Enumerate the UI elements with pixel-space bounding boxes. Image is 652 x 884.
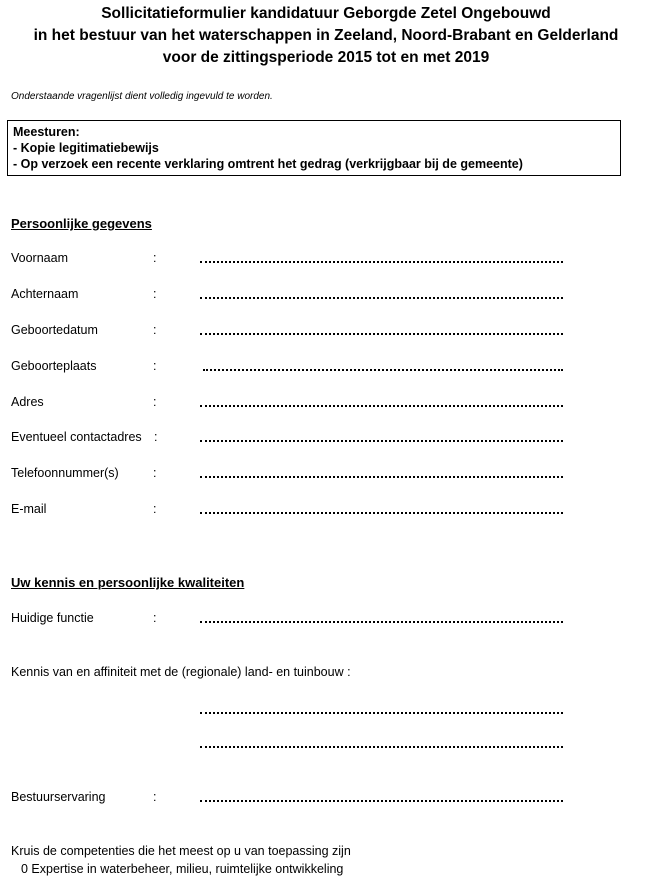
title-line-1: Sollicitatieformulier kandidatuur Geborgde Zetel Ongebouwd [101, 5, 551, 22]
field-colon: : [153, 790, 157, 804]
field-label: Geboortedatum [11, 323, 98, 337]
field-colon: : [154, 430, 158, 444]
kennis-fill-line-2[interactable] [200, 744, 563, 748]
intro-text: Onderstaande vragenlijst dient volledig ingevuld te worden. [11, 91, 273, 102]
fill-line[interactable] [200, 510, 563, 514]
field-colon: : [153, 251, 157, 265]
knowledge-heading: Uw kennis en persoonlijke kwaliteiten [11, 575, 245, 590]
kennis-fill-line-1[interactable] [200, 710, 563, 714]
title-line-3: voor de zittingsperiode 2015 tot en met 2019 [162, 49, 490, 66]
fill-line[interactable] [200, 403, 563, 407]
field-label: Voornaam [11, 251, 68, 265]
field-colon: : [153, 466, 157, 480]
fill-line[interactable] [200, 798, 563, 802]
field-colon: : [153, 323, 157, 337]
fill-line[interactable] [200, 331, 563, 335]
field-colon: : [153, 395, 157, 409]
field-colon: : [153, 287, 157, 301]
field-label: Huidige functie [11, 611, 94, 625]
fill-line[interactable] [200, 259, 563, 263]
enclosure-item-vog: - Op verzoek een recente verklaring omtrent het gedrag (verkrijgbaar bij de gemeente) [13, 157, 523, 171]
field-label: Telefoonnummer(s) [11, 466, 119, 480]
competentie-option-1[interactable]: 0 Expertise in waterbeheer, milieu, ruimtelijke ontwikkeling [21, 862, 344, 876]
competenties-intro: Kruis de competenties die het meest op u van toepassing zijn [11, 844, 351, 858]
fill-line[interactable] [200, 474, 563, 478]
fill-line[interactable] [200, 295, 563, 299]
field-label: E-mail [11, 502, 47, 516]
field-label: Eventueel contactadres [11, 430, 142, 444]
field-colon: : [153, 502, 157, 516]
enclosures-heading: Meesturen: [13, 125, 80, 139]
title-line-2: in het bestuur van het waterschappen in Zeeland, Noord-Brabant en Gelderland [33, 27, 619, 44]
fill-line[interactable] [200, 619, 563, 623]
enclosures-box [7, 120, 621, 176]
field-label: Adres [11, 395, 44, 409]
field-label: Geboorteplaats [11, 359, 97, 373]
enclosure-item-id: - Kopie legitimatiebewijs [13, 141, 159, 155]
field-colon: : [153, 611, 157, 625]
field-colon: : [153, 359, 157, 373]
fill-line[interactable] [200, 438, 563, 442]
personal-heading: Persoonlijke gegevens [11, 216, 152, 231]
field-label: Bestuurservaring [11, 790, 106, 804]
field-label: Achternaam [11, 287, 79, 301]
fill-line[interactable] [203, 367, 563, 371]
kennis-label: Kennis van en affiniteit met de (regionale) land- en tuinbouw : [11, 665, 351, 679]
